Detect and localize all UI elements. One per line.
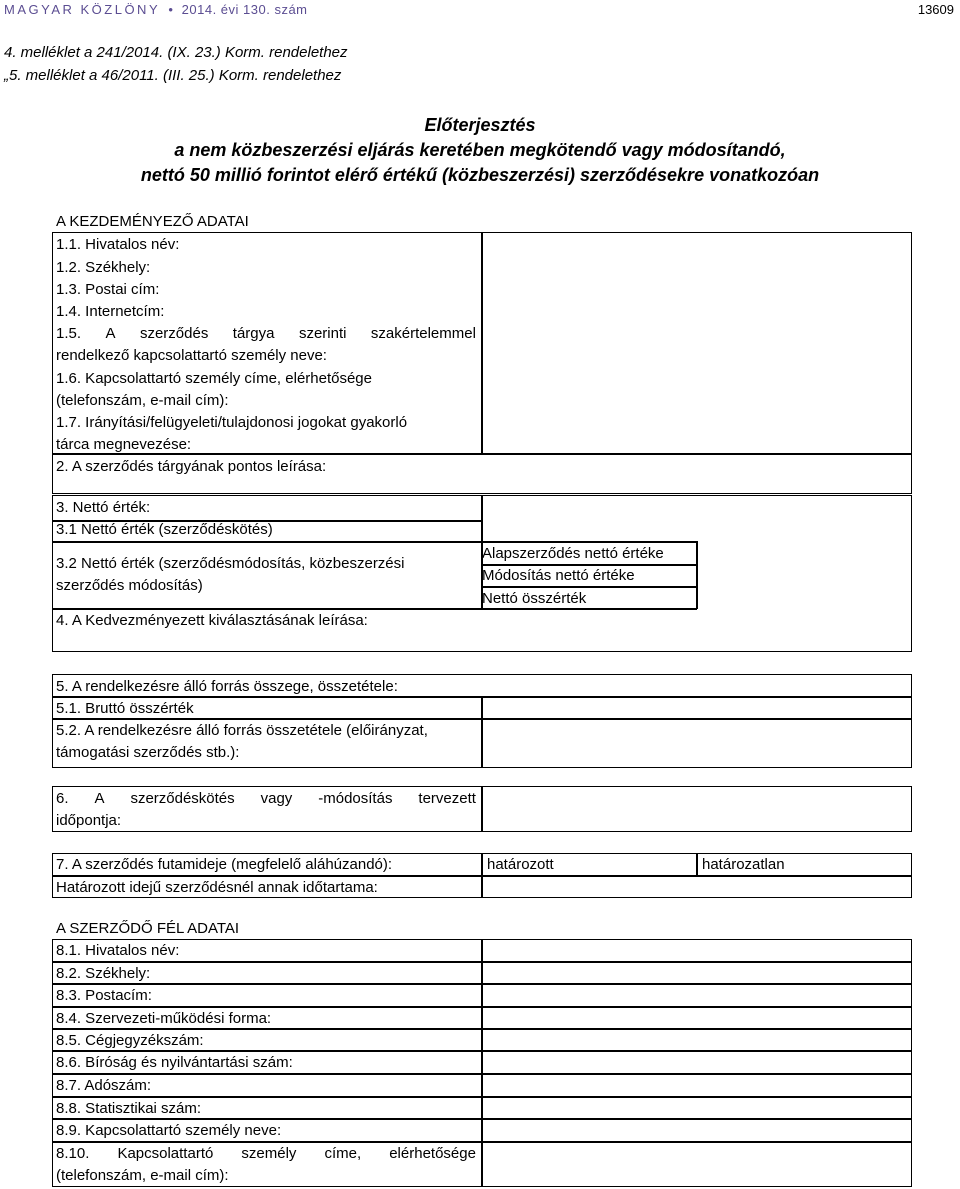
field-contact-expert-line1: 1.5. A szerződés tárgya szerinti szakértelemmel [56,325,476,342]
row-separator [52,1028,912,1030]
field-net-value-modification-line2: szerződés módosítás) [56,577,203,594]
field-net-value-modification-line1: 3.2 Nettó érték (szerződésmódosítás, közbeszerzési [56,555,405,572]
row-separator [52,453,912,455]
initiator-heading: A KEZDEMÉNYEZŐ ADATAI [56,213,249,230]
field-gross-total: 5.1. Bruttó összérték [56,700,194,717]
field-party-contact-name: 8.9. Kapcsolattartó személy neve: [56,1122,282,1139]
annex-reference-1: 4. melléklet a 241/2014. (IX. 23.) Korm. rendelethez [4,44,348,61]
field-subject-description: 2. A szerződés tárgyának pontos leírása: [56,458,327,475]
field-party-statistical-number: 8.8. Statisztikai szám: [56,1100,202,1117]
field-funds-composition-line2: támogatási szerződés stb.): [56,744,240,761]
field-net-value: 3. Nettó érték: [56,499,151,516]
party-heading: A SZERZŐDŐ FÉL ADATAI [56,920,240,937]
document-subtitle-1: a nem közbeszerzési eljárás keretében megkötendő vagy módosítandó, [174,140,786,160]
field-party-legal-form: 8.4. Szervezeti-működési forma: [56,1010,272,1027]
document-title: Előterjesztés [424,115,536,135]
row-separator [52,1073,912,1075]
row-separator [52,1050,912,1052]
row-separator [481,564,697,566]
field-beneficiary-selection: 4. A Kedvezményezett kiválasztásának leírása: [56,612,368,629]
option-fixed-term: határozott [487,856,554,873]
row-separator [52,541,482,543]
row-separator [52,1141,912,1143]
issue-number: 2014. évi 130. szám [181,2,308,17]
page-number: 13609 [917,2,954,17]
field-planned-date-line1: 6. A szerződéskötés vagy -módosítás tervezett [56,790,476,807]
field-available-funds: 5. A rendelkezésre álló forrás összege, összetétele: [56,678,398,695]
initiator-divider [481,232,483,454]
funds-divider [481,696,483,768]
row-separator [52,1118,912,1120]
journal-header [4,2,308,17]
field-party-company-reg-number: 8.5. Cégjegyzékszám: [56,1032,204,1049]
field-net-value-contract: 3.1 Nettó érték (szerződéskötés) [56,521,273,538]
field-contact-details-line2: (telefonszám, e-mail cím): [56,392,229,409]
annex-reference-2: „5. melléklet a 46/2011. (III. 25.) Korm. rendelethez [4,67,342,84]
row-separator [52,608,697,610]
field-web-address: 1.4. Internetcím: [56,303,165,320]
field-party-seat: 8.2. Székhely: [56,965,151,982]
field-official-name: 1.1. Hivatalos név: [56,236,180,253]
option-indefinite-term: határozatlan [702,856,785,873]
field-contact-expert-line2: rendelkező kapcsolattartó személy neve: [56,347,327,364]
document-subtitle-2: nettó 50 millió forintot elérő értékű (közbeszerzési) szerződésekre vonatkozóan [140,165,820,185]
label-base-contract-value: Alapszerződés nettó értéke [482,545,664,562]
field-contract-term: 7. A szerződés futamideje (megfelelő aláhúzandó): [56,856,393,873]
label-modification-value: Módosítás nettó értéke [482,567,635,584]
field-party-tax-number: 8.7. Adószám: [56,1077,152,1094]
field-party-contact-details-line1: 8.10. Kapcsolattartó személy címe, elérhetősége [56,1145,476,1162]
field-party-court-registry: 8.6. Bíróság és nyilvántartási szám: [56,1054,293,1071]
row-separator [52,983,912,985]
field-party-postal-address: 8.3. Postacím: [56,987,152,1004]
field-party-contact-details-line2: (telefonszám, e-mail cím): [56,1167,229,1184]
bullet: • [168,2,174,17]
row-separator [481,586,697,588]
party-divider [481,939,483,1187]
field-funds-composition-line1: 5.2. A rendelkezésre álló forrás összetétele (előirányzat, [56,722,428,739]
label-net-total: Nettó összérték [482,590,587,607]
row-separator [52,1006,912,1008]
row-separator [52,961,912,963]
field-ministry-line1: 1.7. Irányítási/felügyeleti/tulajdonosi jogokat gyakorló [56,414,408,431]
date-divider [481,786,483,832]
term-option-divider [696,853,698,875]
row-separator [52,718,912,720]
running-header [4,2,954,20]
field-planned-date-line2: időpontja: [56,812,122,829]
field-seat: 1.2. Székhely: [56,259,151,276]
field-ministry-line2: tárca megnevezése: [56,436,192,453]
journal-name: MAGYAR KÖZLÖNY [4,2,161,17]
row-separator [481,541,697,543]
value-sub-divider [696,541,698,609]
row-separator [52,1096,912,1098]
field-postal-address: 1.3. Postai cím: [56,281,160,298]
row-separator [52,875,912,877]
field-party-official-name: 8.1. Hivatalos név: [56,942,180,959]
field-contact-details-line1: 1.6. Kapcsolattartó személy címe, elérhetősége [56,370,372,387]
row-separator [52,696,912,698]
field-term-duration: Határozott idejű szerződésnél annak időtartama: [56,879,378,896]
